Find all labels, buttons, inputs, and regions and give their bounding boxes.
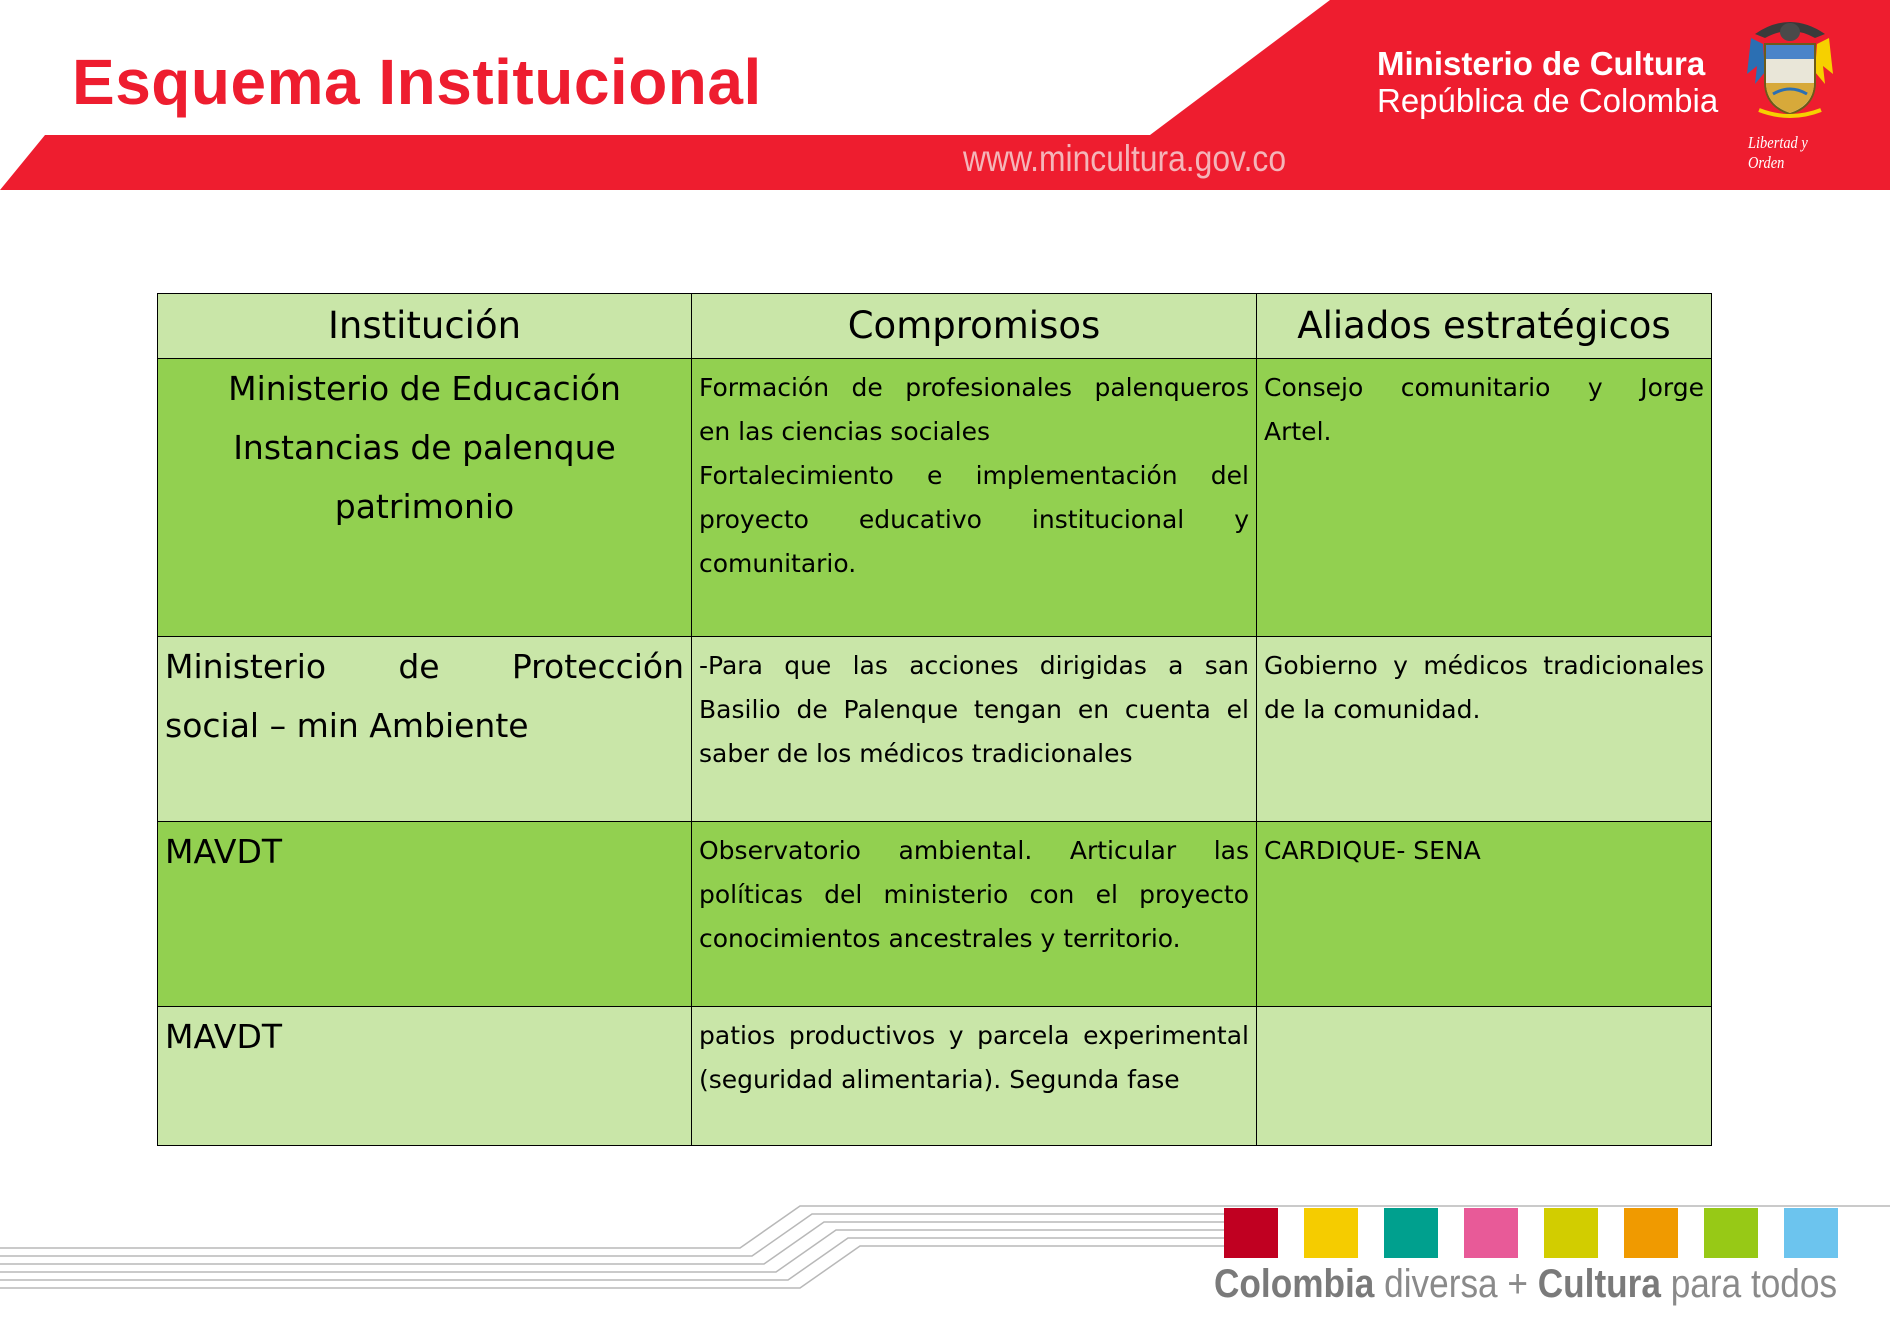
commitments-line: patios productivos y parcela experimental [699, 1021, 1249, 1050]
color-swatch [1304, 1208, 1358, 1258]
coat-of-arms-icon [1745, 14, 1835, 124]
institution-line: MAVDT [165, 1017, 283, 1056]
column-header-allies: Aliados estratégicos [1257, 294, 1712, 359]
allies-line: Gobierno y médicos tradicionales [1264, 651, 1704, 680]
column-header-institution: Institución [158, 294, 692, 359]
color-swatch [1544, 1208, 1598, 1258]
table-row [158, 359, 1712, 637]
commitments-line: comunitario. [699, 549, 857, 578]
institutional-table [157, 293, 1712, 1146]
commitments-cell [692, 822, 1257, 1007]
institution-line: Instancias de palenque [233, 428, 616, 467]
page-title: Esquema Institucional [72, 46, 762, 118]
commitments-line: saber de los médicos tradicionales [699, 739, 1133, 768]
color-swatch [1224, 1208, 1278, 1258]
allies-line: de la comunidad. [1264, 695, 1481, 724]
website-url[interactable]: www.mincultura.gov.co [963, 138, 1287, 179]
commitments-line: proyecto educativo institucional y [699, 505, 1249, 534]
commitments-cell [692, 1007, 1257, 1146]
color-swatch [1624, 1208, 1678, 1258]
allies-line: Consejo comunitario y Jorge [1264, 373, 1704, 402]
commitments-line: (seguridad alimentaria). Segunda fase [699, 1065, 1180, 1094]
institution-line: social – min Ambiente [165, 706, 529, 745]
commitments-line: Observatorio ambiental. Articular las [699, 836, 1249, 865]
commitments-line: Basilio de Palenque tengan en cuenta el [699, 695, 1249, 724]
color-swatch [1384, 1208, 1438, 1258]
table-row [158, 822, 1712, 1007]
footer-tagline [1214, 1262, 1837, 1306]
institution-line: patrimonio [334, 487, 515, 526]
tagline-part: diversa + [1374, 1262, 1538, 1306]
allies-cell [1257, 359, 1712, 637]
commitments-cell [692, 637, 1257, 822]
institution-line: Ministerio de Educación [228, 369, 621, 408]
tagline-part: Colombia [1214, 1262, 1375, 1306]
institution-cell [158, 822, 692, 1007]
commitments-line: -Para que las acciones dirigidas a san [699, 651, 1249, 680]
color-swatch [1464, 1208, 1518, 1258]
allies-cell [1257, 637, 1712, 822]
motto: Libertad y Orden [1748, 133, 1808, 172]
tagline-part: para todos [1660, 1262, 1838, 1306]
table-header-row [158, 294, 1712, 359]
commitments-line: Fortalecimiento e implementación del [699, 461, 1249, 490]
institution-cell [158, 359, 692, 637]
color-swatch [1704, 1208, 1758, 1258]
tagline-part: Cultura [1537, 1262, 1661, 1306]
allies-line: CARDIQUE- SENA [1264, 836, 1481, 865]
allies-cell [1257, 822, 1712, 1007]
table-row [158, 637, 1712, 822]
institution-line: Ministerio de Protección [165, 647, 684, 686]
allies-line: Artel. [1264, 417, 1332, 446]
institution-cell [158, 1007, 692, 1146]
commitments-line: en las ciencias sociales [699, 417, 990, 446]
ministry-name: Ministerio de Cultura [1377, 45, 1706, 82]
commitments-line: Formación de profesionales palenqueros [699, 373, 1249, 402]
institution-cell [158, 637, 692, 822]
commitments-line: políticas del ministerio con el proyecto [699, 880, 1249, 909]
table-row [158, 1007, 1712, 1146]
allies-cell [1257, 1007, 1712, 1146]
institution-line: MAVDT [165, 832, 283, 871]
commitments-cell [692, 359, 1257, 637]
column-header-commitments: Compromisos [692, 294, 1257, 359]
commitments-line: conocimientos ancestrales y territorio. [699, 924, 1181, 953]
ministry-country: República de Colombia [1377, 82, 1719, 119]
color-swatch [1784, 1208, 1838, 1258]
